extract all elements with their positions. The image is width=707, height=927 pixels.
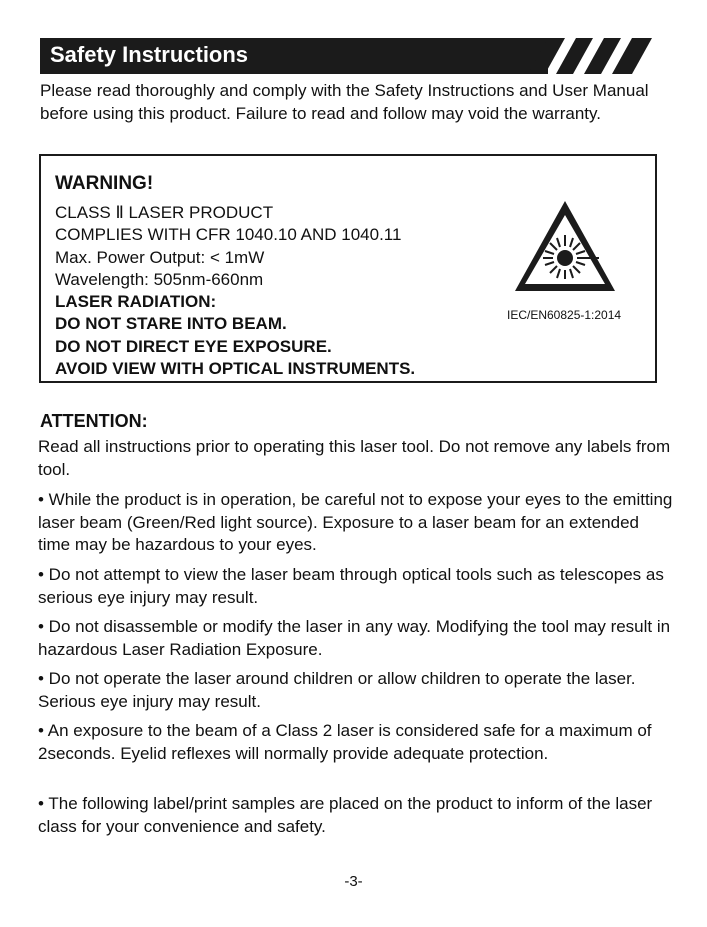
attention-body: Read all instructions prior to operating this laser tool. Do not remove any labels from tool. [38, 437, 671, 479]
bullet-item: • Do not disassemble or modify the laser in any way. Modifying the tool may result in hazardous Laser Radiation Exposure. [38, 617, 671, 659]
page-number: -3- [344, 873, 363, 890]
bullet-item: • Do not operate the laser around children or allow children to operate the laser. Serious eye injury may result. [38, 669, 636, 711]
warning-line: DO NOT DIRECT EYE EXPOSURE. [55, 336, 332, 356]
warning-line: Max. Power Output: < 1mW [55, 247, 265, 267]
warning-lines [55, 202, 415, 380]
warning-box [39, 154, 657, 383]
bullet-item: • Do not attempt to view the laser beam through optical tools such as telescopes as serious eye injury may result. [38, 565, 664, 607]
section-title: Safety Instructions [50, 42, 249, 67]
warning-line: AVOID VIEW WITH OPTICAL INSTRUMENTS. [55, 359, 416, 379]
warning-line: COMPLIES WITH CFR 1040.10 AND 1040.11 [55, 225, 402, 245]
iec-standard-label: IEC/EN60825-1:2014 [507, 308, 622, 322]
bullet-item: • The following label/print samples are placed on the product to inform of the laser class for your convenience and safety. [38, 794, 653, 836]
laser-hazard-icon [512, 198, 618, 296]
warning-line: DO NOT STARE INTO BEAM. [55, 314, 287, 334]
bullet-item: • While the product is in operation, be careful not to expose your eyes to the emitting laser beam (Green/Red light source). Exposure to a laser beam for an extended time may be hazardous to your eyes. [38, 490, 673, 554]
attention-title: ATTENTION: [40, 411, 148, 431]
warning-line: LASER RADIATION: [55, 292, 217, 312]
decorative-stripes-icon [0, 0, 707, 80]
intro-paragraph: Please read thoroughly and comply with the Safety Instructions and User Manual before using this product. Failure to read and follow may void the warranty. [40, 81, 649, 123]
warning-line: Wavelength: 505nm-660nm [55, 269, 264, 289]
warning-title: WARNING! [55, 173, 154, 194]
warning-line: CLASS Ⅱ LASER PRODUCT [55, 203, 274, 222]
bullet-item: • An exposure to the beam of a Class 2 laser is considered safe for a maximum of 2seconds. Eyelid reflexes will normally provide adequate protection. [38, 721, 652, 763]
